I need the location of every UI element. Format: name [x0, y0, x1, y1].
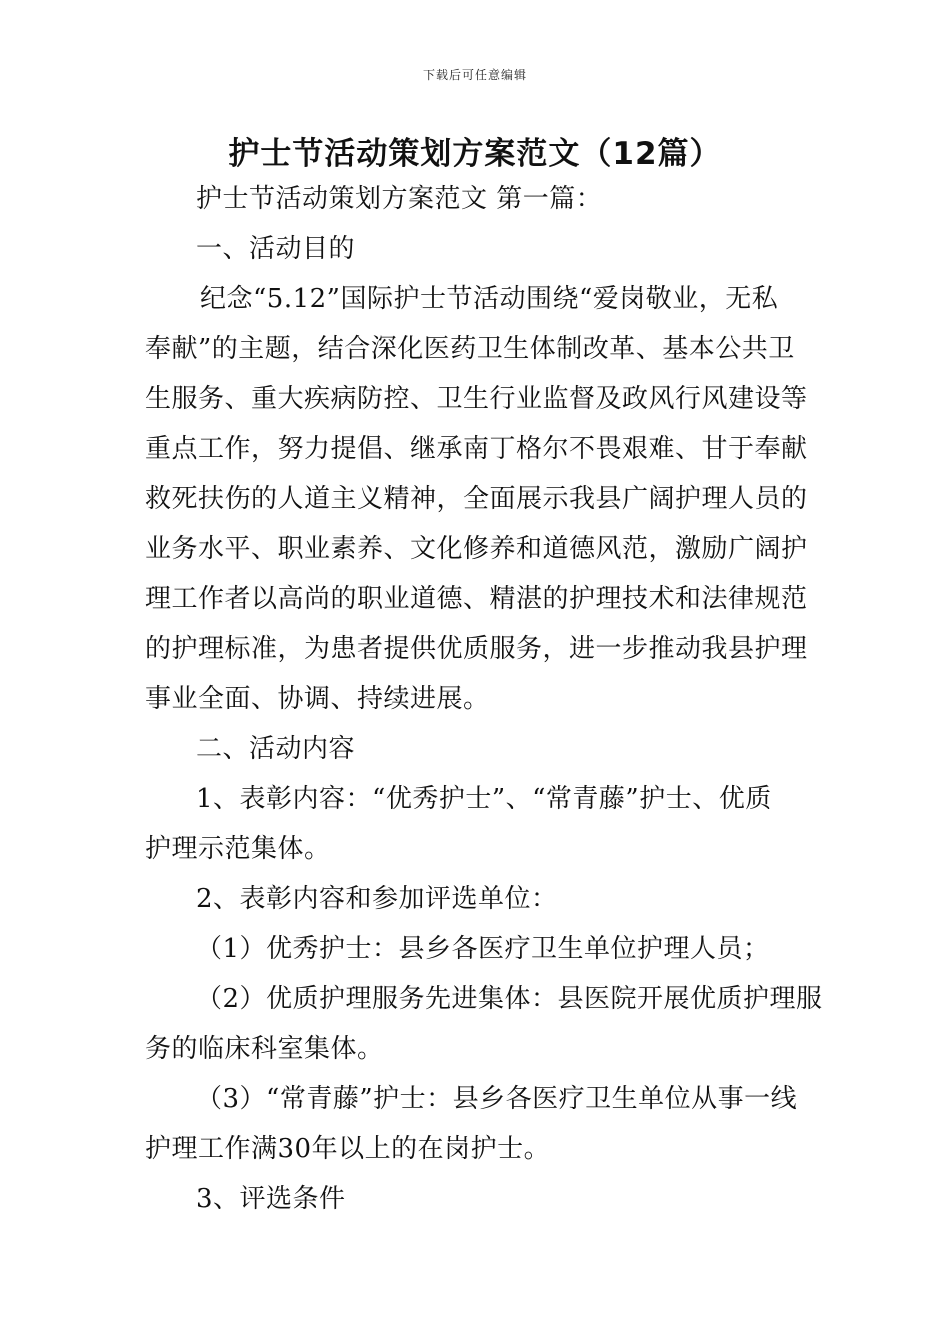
paragraph-line: 理工作者以高尚的职业道德、精湛的护理技术和法律规范 — [145, 584, 808, 614]
list-item: （2）优质护理服务先进集体：县医院开展优质护理服 — [196, 984, 823, 1014]
paragraph-line: 务的临床科室集体。 — [145, 1034, 384, 1064]
paragraph-line: 护理工作满30年以上的在岗护士。 — [145, 1134, 551, 1164]
paragraph-line: 2、表彰内容和参加评选单位： — [196, 884, 558, 914]
section-heading-first: 护士节活动策划方案范文 第一篇： — [196, 184, 603, 214]
document-title: 护士节活动策划方案范文（12篇） — [228, 136, 722, 172]
paragraph-line: 纪念“5.12”国际护士节活动围绕“爱岗敬业，无私 — [200, 284, 779, 314]
paragraph-line: 重点工作，努力提倡、继承南丁格尔不畏艰难、甘于奉献 — [145, 434, 808, 464]
header-note: 下载后可任意编辑 — [422, 68, 527, 82]
paragraph-line: 救死扶伤的人道主义精神，全面展示我县广阔护理人员的 — [145, 484, 808, 514]
paragraph-line: 业务水平、职业素养、文化修养和道德风范，激励广阔护 — [145, 534, 808, 564]
heading-purpose: 一、活动目的 — [196, 234, 356, 264]
list-item: （1）优秀护士：县乡各医疗卫生单位护理人员； — [196, 934, 770, 964]
paragraph-line: 1、表彰内容：“优秀护士”、“常青藤”护士、优质 — [196, 784, 772, 814]
heading-criteria: 3、评选条件 — [196, 1184, 346, 1214]
paragraph-line: 生服务、重大疾病防控、卫生行业监督及政风行风建设等 — [145, 384, 808, 414]
paragraph-line: 的护理标准，为患者提供优质服务，进一步推动我县护理 — [145, 634, 808, 664]
list-item: （3）“常青藤”护士：县乡各医疗卫生单位从事一线 — [196, 1084, 798, 1114]
paragraph-line: 护理示范集体。 — [145, 834, 331, 864]
paragraph-line: 奉献”的主题，结合深化医药卫生体制改革、基本公共卫 — [145, 334, 795, 364]
heading-content: 二、活动内容 — [196, 734, 356, 764]
paragraph-line: 事业全面、协调、持续进展。 — [145, 684, 490, 714]
